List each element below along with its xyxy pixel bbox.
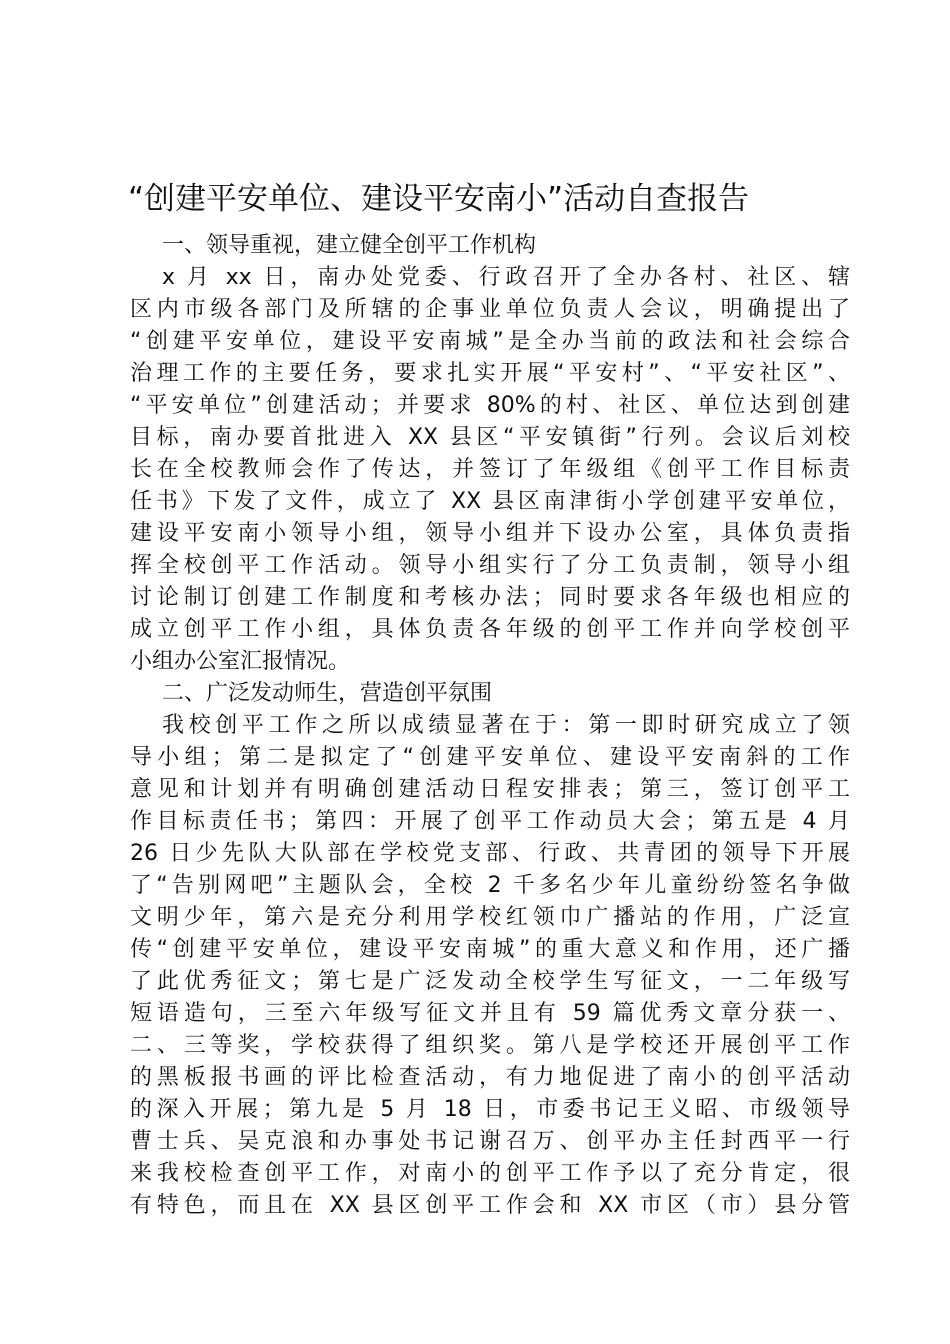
- paragraph-line: 小组办公室汇报情况。: [130, 649, 351, 674]
- paragraph-line: 传“创建平安单位，建设平安南城”的重大意义和作用，还广播: [130, 937, 850, 962]
- paragraph-line: “平安单位”创建活动；并要求 80%的村、社区、单位达到创建: [130, 393, 850, 418]
- paragraph-line: 导小组；第二是拟定了“创建平安单位、建设平安南斜的工作: [130, 745, 850, 770]
- paragraph-line: 任书》下发了文件，成立了 XX 县区南津街小学创建平安单位，: [130, 489, 850, 514]
- paragraph-line: 曹士兵、吴克浪和办事处书记谢召万、创平办主任封西平一行: [130, 1129, 850, 1154]
- paragraph-line: 二、三等奖，学校获得了组织奖。第八是学校还开展创平工作: [130, 1033, 850, 1058]
- paragraph-line: 讨论制订创建工作制度和考核办法；同时要求各年级也相应的: [130, 585, 850, 610]
- document-body: [130, 230, 850, 1222]
- paragraph-line: 建设平安南小领导小组，领导小组并下设办公室，具体负责指: [130, 521, 850, 546]
- paragraph-line: “创建平安单位，建设平安南城”是全办当前的政法和社会综合: [130, 329, 850, 354]
- paragraph-line: 作目标责任书；第四：开展了创平工作动员大会；第五是 4 月: [130, 809, 850, 834]
- paragraph-line: 区内市级各部门及所辖的企事业单位负责人会议，明确提出了: [130, 297, 850, 322]
- paragraph-line: 目标，南办要首批进入 XX 县区“平安镇街”行列。会议后刘校: [130, 425, 850, 450]
- paragraph-line: 意见和计划并有明确创建活动日程安排表；第三，签订创平工: [130, 777, 850, 802]
- paragraph-line: 挥全校创平工作活动。领导小组实行了分工负责制，领导小组: [130, 553, 850, 578]
- paragraph-line: 了“告别网吧”主题队会，全校 2 千多名少年儿童纷纷签名争做: [130, 873, 850, 898]
- paragraph-line: 成立创平工作小组，具体负责各年级的创平工作并向学校创平: [130, 617, 850, 642]
- paragraph-line: 长在全校教师会作了传达，并签订了年级组《创平工作目标责: [130, 457, 850, 482]
- paragraph-line: 来我校检查创平工作，对南小的创平工作予以了充分肯定，很: [130, 1161, 850, 1186]
- paragraph-line: x 月 xx 日，南办处党委、行政召开了全办各村、社区、辖: [162, 265, 850, 290]
- paragraph-line: 26 日少先队大队部在学校党支部、行政、共青团的领导下开展: [130, 841, 850, 866]
- paragraph-line: 文明少年，第六是充分利用学校红领巾广播站的作用，广泛宣: [130, 905, 850, 930]
- section-heading-1: 一、领导重视，建立健全创平工作机构: [162, 233, 537, 258]
- section-heading-2: 二、广泛发动师生，营造创平氛围: [162, 681, 493, 706]
- paragraph-line: 了此优秀征文；第七是广泛发动全校学生写征文，一二年级写: [130, 969, 850, 994]
- paragraph-line: 治理工作的主要任务，要求扎实开展“平安村”、“平安社区”、: [130, 361, 850, 386]
- paragraph-line: 我校创平工作之所以成绩显著在于：第一即时研究成立了领: [162, 713, 850, 738]
- paragraph-line: 的深入开展；第九是 5 月 18 日，市委书记王义昭、市级领导: [130, 1097, 850, 1122]
- paragraph-line: 短语造句，三至六年级写征文并且有 59 篇优秀文章分获一、: [130, 1001, 850, 1026]
- document-title: “创建平安单位、建设平安南小”活动自查报告: [128, 181, 750, 217]
- paragraph-line: 的黑板报书画的评比检查活动，有力地促进了南小的创平活动: [130, 1065, 850, 1090]
- paragraph-line: 有特色，而且在 XX 县区创平工作会和 XX 市区（市）县分管: [130, 1193, 850, 1218]
